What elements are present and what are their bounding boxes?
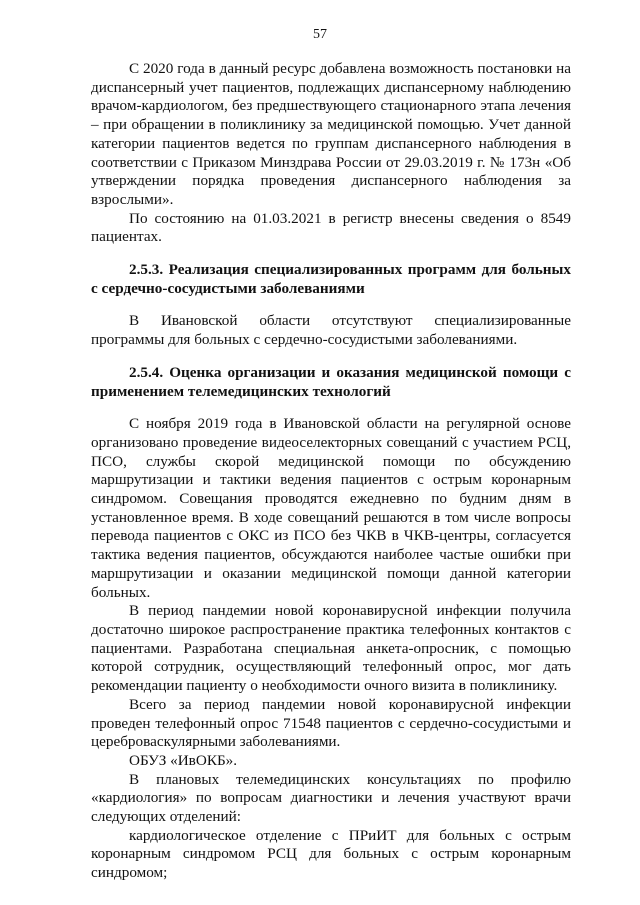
- page-number: 57: [313, 27, 327, 42]
- document-body: [91, 60, 571, 883]
- paragraph-specialized-programs: В Ивановской области отсутствуют специализированные программы для больных с сердечно-сосудистыми заболеваниями.: [91, 312, 571, 349]
- paragraph-dispensary-registration: С 2020 года в данный ресурс добавлена возможность постановки на диспансерный учет пациентов, подлежащих диспансерному наблюдению врачом-кардиологом, без предшествующего стационарного этапа лечения – при обращении в поликлинику за медицинской помощью. Учет данной категории пациентов ведется по группам диспансерного наблюдения в соответствии с Приказом Минздрава России от 29.03.2019 г. № 173н «Об утверждении порядка проведения диспансерного наблюдения за взрослыми».: [91, 60, 571, 208]
- paragraph-video-conferences: С ноября 2019 года в Ивановской области на регулярной основе организовано проведение видеоселекторных совещаний с участием РСЦ, ПСО, службы скорой медицинской помощи по обсуждению маршрутизации и тактики ведения пациентов с острым коронарным синдромом. Совещания проводятся ежедневно по будним дням в установленное время. В ходе совещаний решаются в том числе вопросы перевода пациентов с ОКС из ПСО без ЧКВ в ЧКВ-центры, согласуется тактика ведения пациентов, обсуждаются наиболее частые ошибки при маршрутизации и оказании медицинской помощи данной категории больных.: [91, 415, 571, 601]
- section-heading-2-5-4: 2.5.4. Оценка организации и оказания медицинской помощи с применением телемедицинских технологий: [91, 363, 571, 400]
- paragraph-phone-survey-total: Всего за период пандемии новой коронавирусной инфекции проведен телефонный опрос 71548 пациентов с сердечно-сосудистыми и цереброваскулярными заболеваниями.: [91, 695, 571, 751]
- section-heading-2-5-3: 2.5.3. Реализация специализированных программ для больных с сердечно-сосудистыми заболеваниями: [91, 261, 571, 297]
- paragraph-registry-count: По состоянию на 01.03.2021 в регистр внесены сведения о 8549 пациентах.: [91, 209, 571, 246]
- paragraph-planned-consultations: В плановых телемедицинских консультациях по профилю «кардиология» по вопросам диагностики и лечения участвуют врачи следующих отделений:: [91, 770, 571, 826]
- paragraph-organization-name: ОБУЗ «ИвОКБ».: [129, 751, 238, 769]
- paragraph-cardiology-department: кардиологическое отделение с ПРиИТ для больных с острым коронарным синдромом РСЦ для больных с острым коронарным синдромом;: [91, 826, 571, 882]
- paragraph-pandemic-phone-contacts: В период пандемии новой коронавирусной инфекции получила достаточно широкое распространение практика телефонных контактов с пациентами. Разработана специальная анкета-опросник, с помощью которой сотрудник, осуществляющий телефонный опрос, мог дать рекомендации пациенту о необходимости очного визита в поликлинику.: [91, 602, 571, 695]
